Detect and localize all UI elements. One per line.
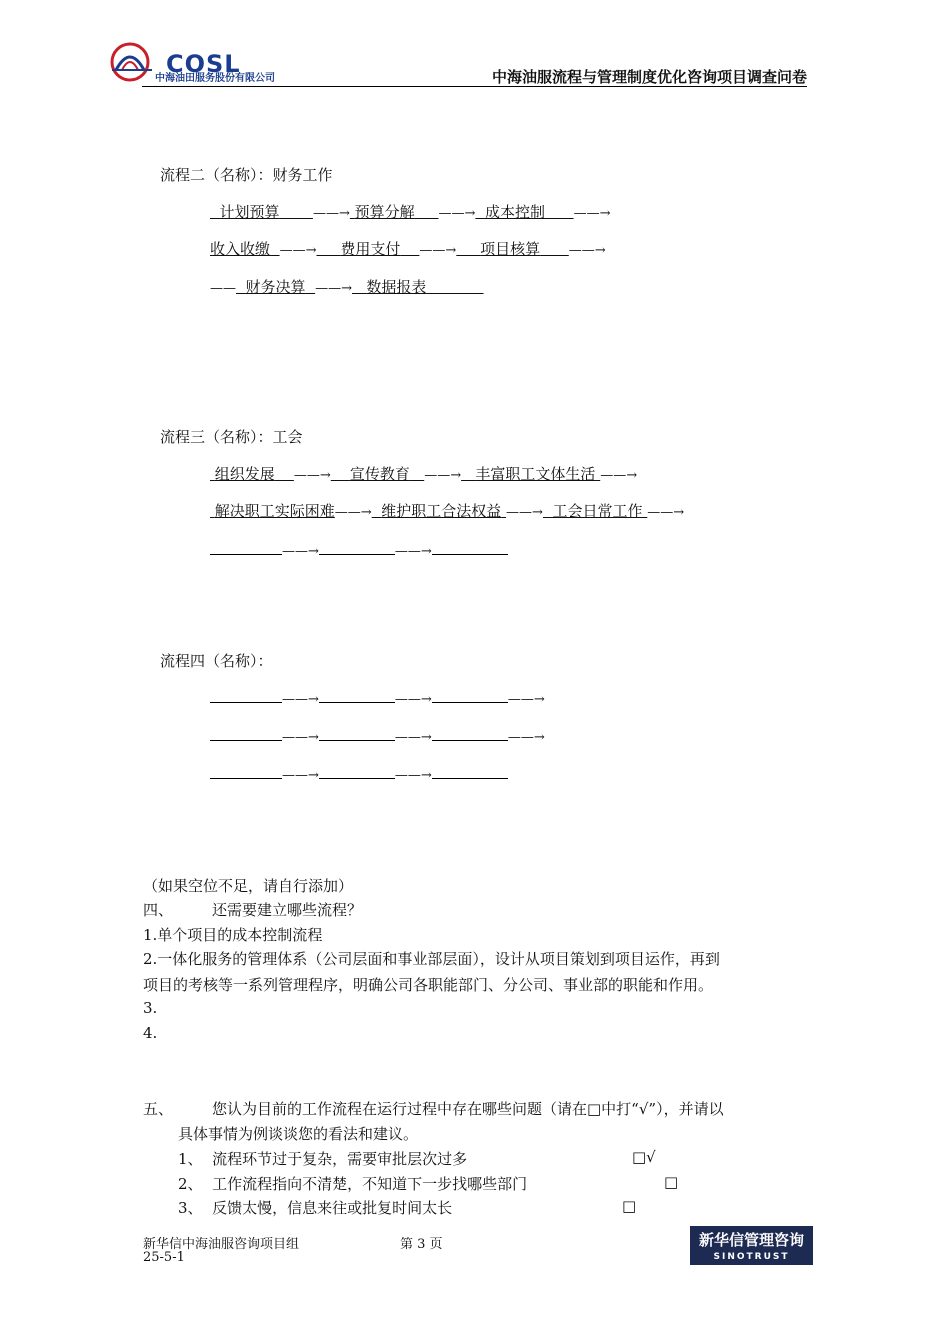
blank-step[interactable] [210, 724, 282, 741]
option-number: 1、 [178, 1150, 203, 1168]
flow3-row1 [210, 463, 637, 484]
arrow: ——→ [600, 468, 638, 483]
option-1 [178, 1148, 467, 1169]
flow2-row1 [210, 201, 610, 222]
footer-group: 新华信中海油服咨询项目组 [143, 1237, 300, 1252]
arrow: ——→ [279, 243, 317, 258]
flow4-heading: 流程四（名称）： [160, 652, 273, 670]
blank-step[interactable] [432, 762, 508, 779]
option-number: 3、 [178, 1199, 203, 1217]
arrow: ——→ [394, 768, 432, 783]
arrow: ——→ [312, 206, 350, 221]
option-2-checkbox[interactable]: □ [664, 1173, 679, 1191]
blank-step[interactable] [210, 686, 282, 703]
section4-item-1: 1.单个项目的成本控制流程 [143, 926, 323, 944]
option-text: 流程环节过于复杂，需要审批层次过多 [212, 1150, 468, 1168]
arrow: ——→ [334, 505, 372, 520]
option-1-checkbox[interactable]: □√ [632, 1148, 656, 1166]
section4-item-2-line2: 项目的考核等一系列管理程序，明确公司各职能部门、分公司、事业部的职能和作用。 [143, 976, 714, 994]
brand-en: SINOTRUST [713, 1252, 790, 1262]
arrow: ——→ [438, 206, 476, 221]
arrow: ——→ [647, 505, 685, 520]
blank-step[interactable] [432, 724, 508, 741]
section5-question-line1: 您认为目前的工作流程在运行过程中存在哪些问题（请在□中打“√”），并请以 [212, 1100, 724, 1118]
flow3-row2 [210, 500, 684, 521]
arrow: ——→ [507, 730, 545, 745]
arrow: ——→ [507, 692, 545, 707]
flow2-step: 数据报表 [366, 278, 427, 296]
logo-text: COSL [166, 50, 241, 78]
flow2-step: 收入收缴 [210, 240, 271, 258]
arrow: ——→ [394, 730, 432, 745]
flow2-step: 项目核算 [480, 240, 541, 258]
footer-page-number: 第 3 页 [400, 1237, 443, 1252]
option-2 [178, 1173, 527, 1194]
arrow: ——→ [568, 243, 606, 258]
blank-step[interactable] [432, 538, 508, 555]
footer-date: 25-5-1 [143, 1250, 185, 1265]
option-3-checkbox[interactable]: □ [622, 1197, 637, 1215]
blank-step[interactable] [319, 762, 395, 779]
flow3-step: 工会日常工作 [552, 502, 643, 520]
flow3-heading: 流程三（名称）：工会 [160, 428, 303, 446]
section4-number: 四、 [143, 901, 174, 919]
flow3-step: 宣传教育 [349, 465, 410, 483]
flow2-heading: 流程二（名称）：财务工作 [160, 166, 333, 184]
blank-step[interactable] [432, 686, 508, 703]
section4-item-2-line1: 2.一体化服务的管理体系（公司层面和事业部层面），设计从项目策划到项目运作，再到 [143, 950, 720, 968]
flow2-step: 财务决算 [245, 278, 306, 296]
sinotrust-logo [690, 1226, 813, 1265]
flow3-step: 维护职工合法权益 [381, 502, 502, 520]
document-title: 中海油服流程与管理制度优化咨询项目调查问卷 [491, 68, 807, 86]
arrow: ——→ [394, 544, 432, 559]
arrow: ——→ [282, 730, 319, 745]
flow2-step: 计划预算 [219, 203, 280, 221]
blank-step[interactable] [210, 762, 282, 779]
dash: —— [210, 281, 236, 296]
arrow: ——→ [419, 243, 457, 258]
blank-step[interactable] [319, 724, 395, 741]
flow2-step: 成本控制 [484, 203, 545, 221]
flow4-row2 [210, 724, 545, 745]
option-text: 工作流程指向不清楚，不知道下一步找哪些部门 [212, 1175, 528, 1193]
blank-step[interactable] [319, 686, 395, 703]
section4-item-4: 4. [143, 1024, 158, 1042]
arrow: ——→ [282, 544, 319, 559]
brand-cn: 新华信管理咨询 [698, 1231, 804, 1249]
option-3 [178, 1197, 452, 1218]
section5-number: 五、 [143, 1100, 174, 1118]
flow2-row2 [210, 238, 606, 259]
blank-step[interactable] [210, 538, 282, 555]
arrow: ——→ [315, 281, 353, 296]
flow2-step: 费用支付 [340, 240, 401, 258]
arrow: ——→ [282, 692, 319, 707]
section4-question: 还需要建立哪些流程？ [212, 901, 363, 919]
cnooc-logo-icon [108, 40, 158, 84]
arrow: ——→ [573, 206, 611, 221]
flow3-row3 [210, 538, 508, 559]
section4-item-3: 3. [143, 999, 158, 1017]
flow2-row3 [210, 276, 484, 297]
arrow: ——→ [424, 468, 462, 483]
blank-step[interactable] [319, 538, 395, 555]
note-text: （如果空位不足，请自行添加） [143, 877, 354, 895]
flow4-row1 [210, 686, 545, 707]
option-text: 反馈太慢，信息来往或批复时间太长 [212, 1199, 453, 1217]
arrow: ——→ [293, 468, 331, 483]
option-number: 2、 [178, 1175, 203, 1193]
flow3-step: 丰富职工文体生活 [475, 465, 596, 483]
header-divider [142, 86, 807, 87]
arrow: ——→ [282, 768, 319, 783]
flow3-step: 组织发展 [214, 465, 275, 483]
flow4-row3 [210, 762, 508, 783]
flow2-step: 预算分解 [354, 203, 415, 221]
section5-question-line2: 具体事情为例谈谈您的看法和建议。 [178, 1125, 419, 1143]
arrow: ——→ [506, 505, 543, 520]
logo-company-name: 中海油田服务股份有限公司 [155, 73, 275, 84]
arrow: ——→ [394, 692, 432, 707]
flow3-step: 解决职工实际困难 [214, 502, 335, 520]
